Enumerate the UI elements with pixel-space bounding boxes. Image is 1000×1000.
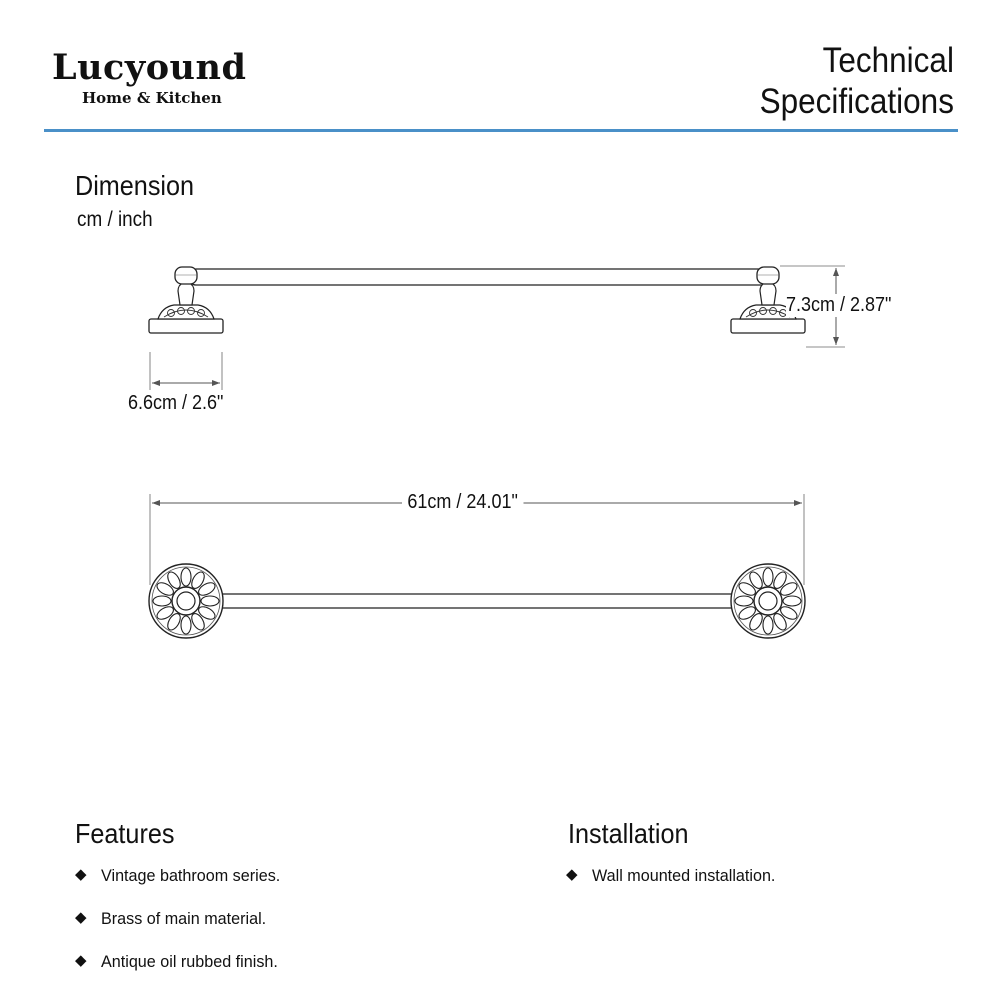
dimension-title: Dimension [75,170,195,201]
installation-title: Installation [568,818,689,849]
page-title-line-2: Specifications [759,82,954,121]
page-title-line-1: Technical [822,41,954,80]
base-width-label: 6.6cm / 2.6" [128,392,224,414]
list-item: ◆ Brass of main material. [75,909,267,928]
length-label: 61cm / 24.01" [402,491,523,514]
base-width-dimension [150,352,222,390]
features-title: Features [75,818,175,849]
diamond-bullet-icon: ◆ [75,952,87,969]
list-item: ◆ Vintage bathroom series. [75,866,281,885]
front-view-right-rosette [731,564,805,638]
diamond-bullet-icon: ◆ [566,866,578,883]
side-view-bar [190,269,770,285]
list-item: ◆ Wall mounted installation. [566,866,776,885]
diamond-bullet-icon: ◆ [75,909,87,926]
side-view [149,267,805,333]
brand-name: Lucyound [52,47,247,88]
height-label: 7.3cm / 2.87" [786,294,892,316]
features-list [75,866,290,995]
front-view [149,564,805,638]
brand-tagline: Home & Kitchen [82,89,222,107]
list-item: ◆ Antique oil rubbed finish. [75,952,278,971]
front-view-left-rosette [149,564,223,638]
installation-list [566,866,785,909]
front-view-bar [200,594,766,608]
diamond-bullet-icon: ◆ [75,866,87,883]
dimension-units: cm / inch [77,208,153,231]
